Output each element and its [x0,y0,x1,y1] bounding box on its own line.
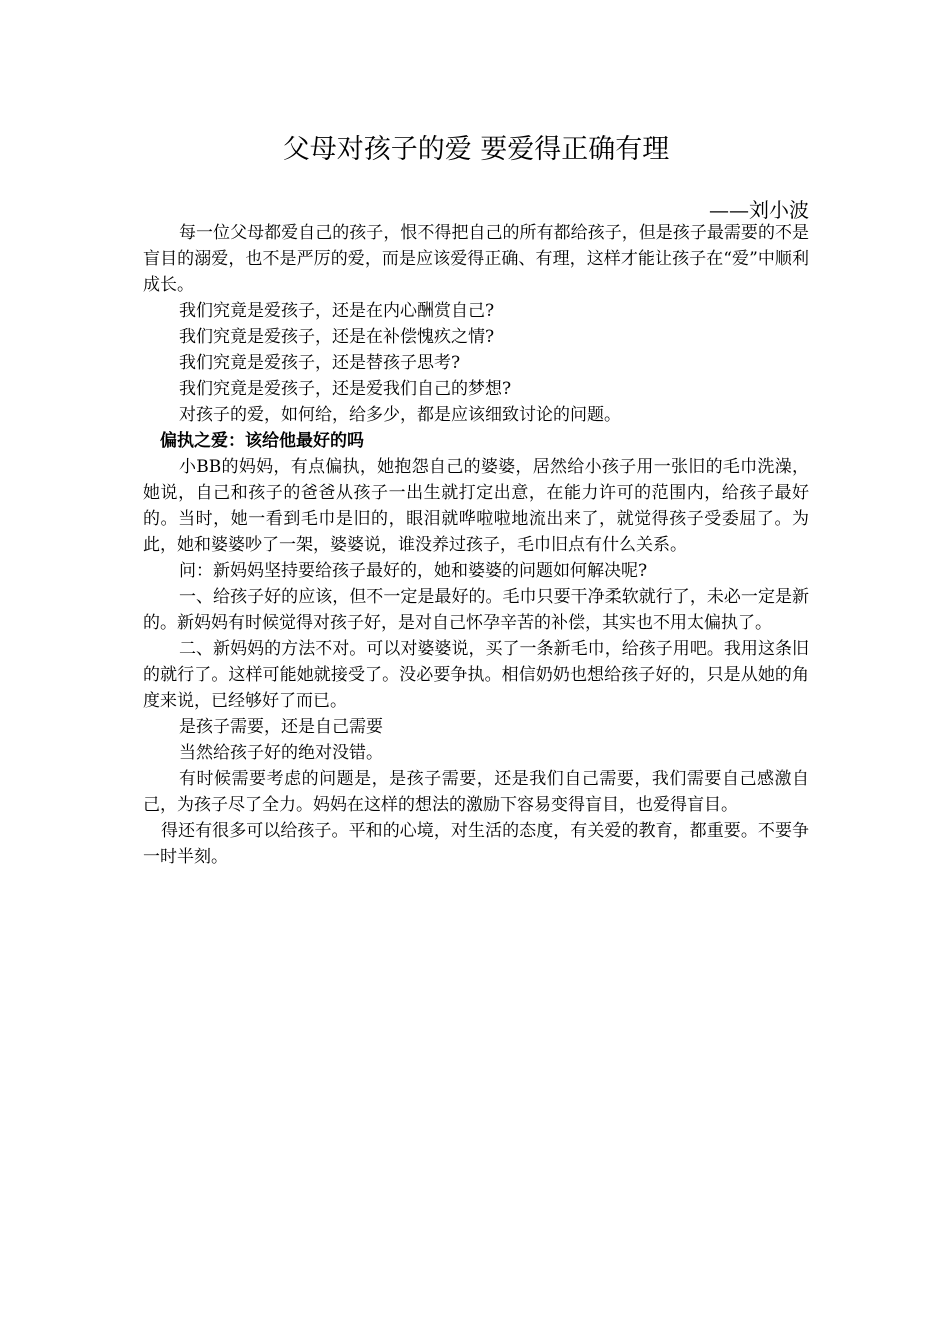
paragraph-conclusion: 得还有很多可以给孩子。平和的心境，对生活的态度，有关爱的教育，都重要。不要争一时半刻。 [143,821,809,867]
paragraph-answer-2: 二、新妈妈的方法不对。可以对婆婆说，买了一条新毛巾，给孩子用吧。我用这条旧的就行了。这样可能她就接受了。没必要争执。相信奶奶也想给孩子好的，只是从她的角度来说，已经够好了而已。 [143,639,809,711]
paragraph-story: 小BB的妈妈，有点偏执，她抱怨自己的婆婆，居然给小孩子用一张旧的毛巾洗澡，她说，自己和孩子的爸爸从孩子一出生就打定出意，在能力许可的范围内，给孩子最好的。当时，她一看到毛巾是旧的，眼泪就哗啦啦地流出来了，就觉得孩子受委屈了。为此，她和婆婆吵了一架，婆婆说，谁没养过孩子，毛巾旧点有什么关系。 [143,457,809,555]
paragraph-question-3: 我们究竟是爱孩子，还是替孩子思考? [179,353,461,373]
paragraph-ask: 问：新妈妈坚持要给孩子最好的，她和婆婆的问题如何解决呢? [179,561,648,581]
paragraph-intro: 每一位父母都爱自己的孩子，恨不得把自己的所有都给孩子，但是孩子最需要的不是盲目的溺爱，也不是严厉的爱，而是应该爱得正确、有理，这样才能让孩子在“爱”中顺利成长。 [143,223,809,295]
paragraph-question-1: 我们究竟是爱孩子，还是在内心酬赏自己? [179,301,495,321]
document-body [143,220,809,870]
paragraph-summary: 对孩子的爱，如何给，给多少，都是应该细致讨论的问题。 [179,405,621,425]
paragraph-reflection: 有时候需要考虑的问题是，是孩子需要，还是我们自己需要，我们需要自己感激自己，为孩子尽了全力。妈妈在这样的想法的激励下容易变得盲目，也爱得盲目。 [143,769,809,815]
document-title: 父母对孩子的爱 要爱得正确有理 [282,134,670,165]
paragraph-question-4: 我们究竟是爱孩子，还是爱我们自己的梦想? [179,379,512,399]
paragraph-subtopic: 是孩子需要，还是自己需要 [179,717,383,737]
paragraph-question-2: 我们究竟是爱孩子，还是在补偿愧疚之情? [179,327,495,347]
document-author: ——刘小波 [709,198,809,222]
section-heading: 偏执之爱：该给他最好的吗 [160,431,364,451]
paragraph-statement: 当然给孩子好的绝对没错。 [179,743,383,763]
paragraph-answer-1: 一、给孩子好的应该，但不一定是最好的。毛巾只要干净柔软就行了，未必一定是新的。新妈妈有时候觉得对孩子好，是对自己怀孕辛苦的补偿，其实也不用太偏执了。 [143,587,809,633]
